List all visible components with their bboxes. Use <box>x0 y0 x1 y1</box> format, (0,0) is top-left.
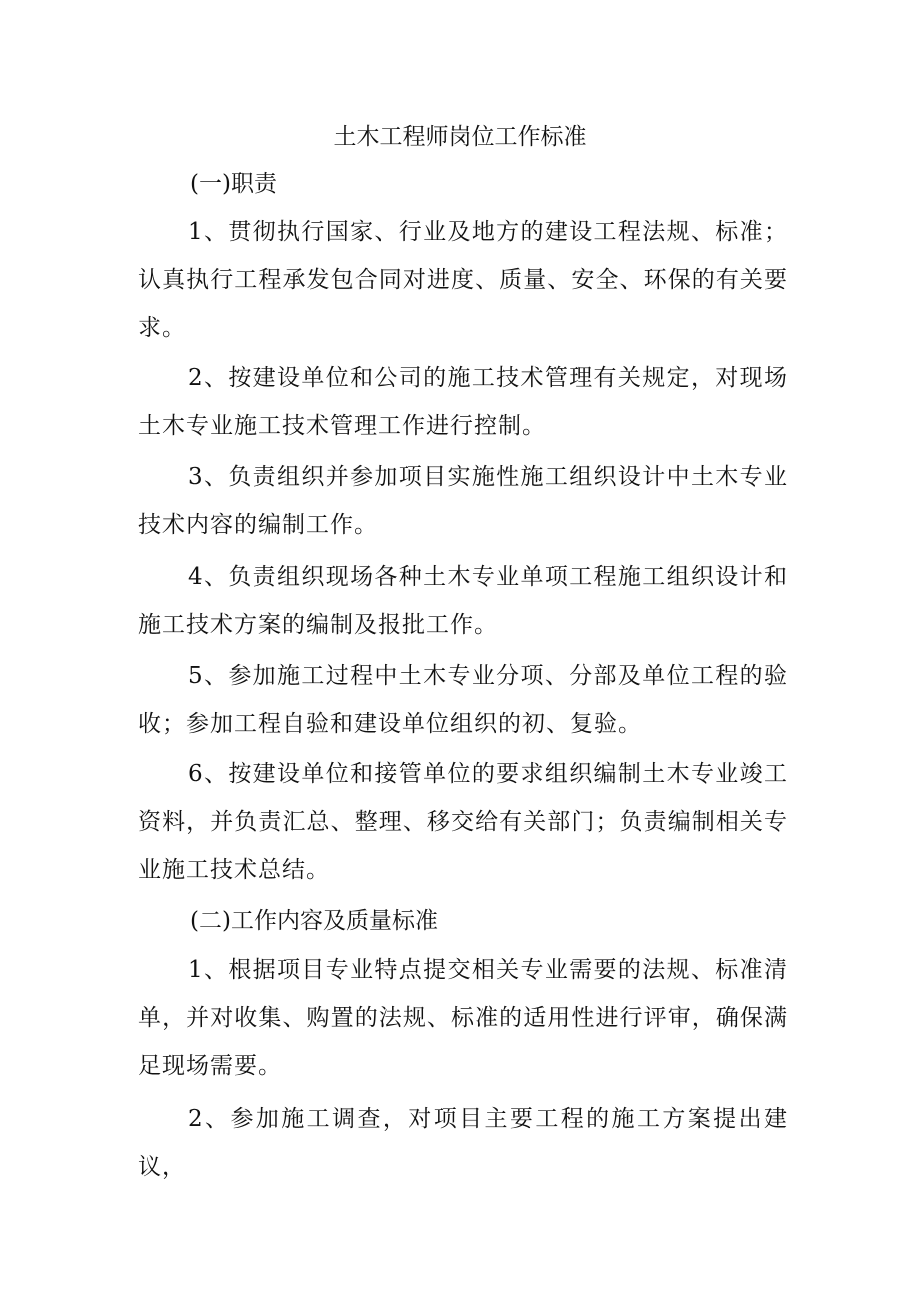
work-item-2: 2、参加施工调查，对项目主要工程的施工方案提出建议， <box>138 1106 788 1180</box>
duty-item-2: 2、按建设单位和公司的施工技术管理有关规定，对现场土木专业施工技术管理工作进行控制。 <box>138 365 788 439</box>
section-heading-work-content: (二)工作内容及质量标准 <box>190 908 438 934</box>
section-heading-duties: (一)职责 <box>190 171 277 197</box>
duty-item-1: 1、贯彻执行国家、行业及地方的建设工程法规、标准；认真执行工程承发包合同对进度、质量、安全、环保的有关要求。 <box>138 219 788 341</box>
duty-item-3: 3、负责组织并参加项目实施性施工组织设计中土木专业技术内容的编制工作。 <box>138 464 788 538</box>
document-title: 土木工程师岗位工作标准 <box>333 124 587 150</box>
work-item-1: 1、根据项目专业特点提交相关专业需要的法规、标准清单，并对收集、购置的法规、标准的适用性进行评审，确保满足现场需要。 <box>138 957 788 1079</box>
duty-item-5: 5、参加施工过程中土木专业分项、分部及单位工程的验收；参加工程自验和建设单位组织的初、复验。 <box>138 663 788 737</box>
duty-item-4: 4、负责组织现场各种土木专业单项工程施工组织设计和施工技术方案的编制及报批工作。 <box>138 564 788 638</box>
duty-item-6: 6、按建设单位和接管单位的要求组织编制土木专业竣工资料，并负责汇总、整理、移交给有关部门；负责编制相关专业施工技术总结。 <box>138 761 788 883</box>
